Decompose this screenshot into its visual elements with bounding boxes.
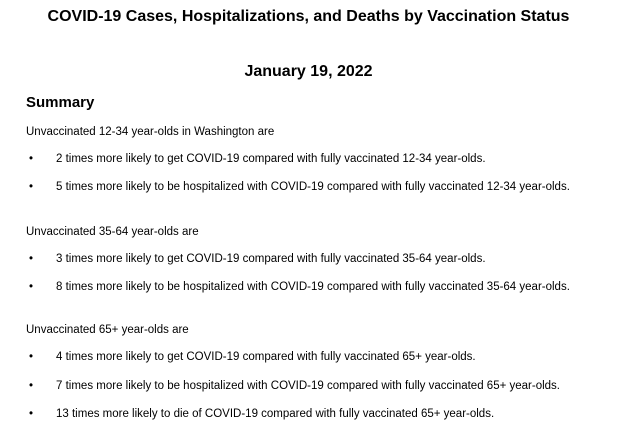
document-date: January 19, 2022	[244, 63, 373, 80]
group-intro-35-64: Unvaccinated 35-64 year-olds are	[26, 226, 199, 238]
bullet-text: 2 times more likely to get COVID-19 compared with fully vaccinated 12-34 year-olds.	[56, 153, 486, 165]
bullet-glyph: •	[29, 181, 34, 193]
bullet-glyph: •	[29, 153, 34, 165]
bullet-text: 3 times more likely to get COVID-19 compared with fully vaccinated 35-64 year-olds.	[56, 253, 486, 265]
bullet-text: 8 times more likely to be hospitalized with COVID-19 compared with fully vaccinated 35-64 year-olds.	[56, 281, 570, 293]
bullet-glyph: •	[29, 380, 34, 392]
bullet-glyph: •	[29, 253, 34, 265]
section-heading-summary: Summary	[26, 94, 95, 111]
bullet-glyph: •	[29, 281, 34, 293]
bullet-text: 13 times more likely to die of COVID-19 compared with fully vaccinated 65+ year-olds.	[56, 408, 495, 420]
bullet-text: 4 times more likely to get COVID-19 compared with fully vaccinated 65+ year-olds.	[56, 351, 476, 363]
group-intro-65-plus: Unvaccinated 65+ year-olds are	[26, 324, 189, 336]
document-title: COVID-19 Cases, Hospitalizations, and Deaths by Vaccination Status	[47, 8, 570, 25]
bullet-text: 7 times more likely to be hospitalized with COVID-19 compared with fully vaccinated 65+ year-olds.	[56, 380, 560, 392]
bullet-glyph: •	[29, 408, 34, 420]
bullet-glyph: •	[29, 351, 34, 363]
bullet-text: 5 times more likely to be hospitalized with COVID-19 compared with fully vaccinated 12-34 year-olds.	[56, 181, 570, 193]
group-intro-12-34: Unvaccinated 12-34 year-olds in Washington are	[26, 126, 275, 138]
